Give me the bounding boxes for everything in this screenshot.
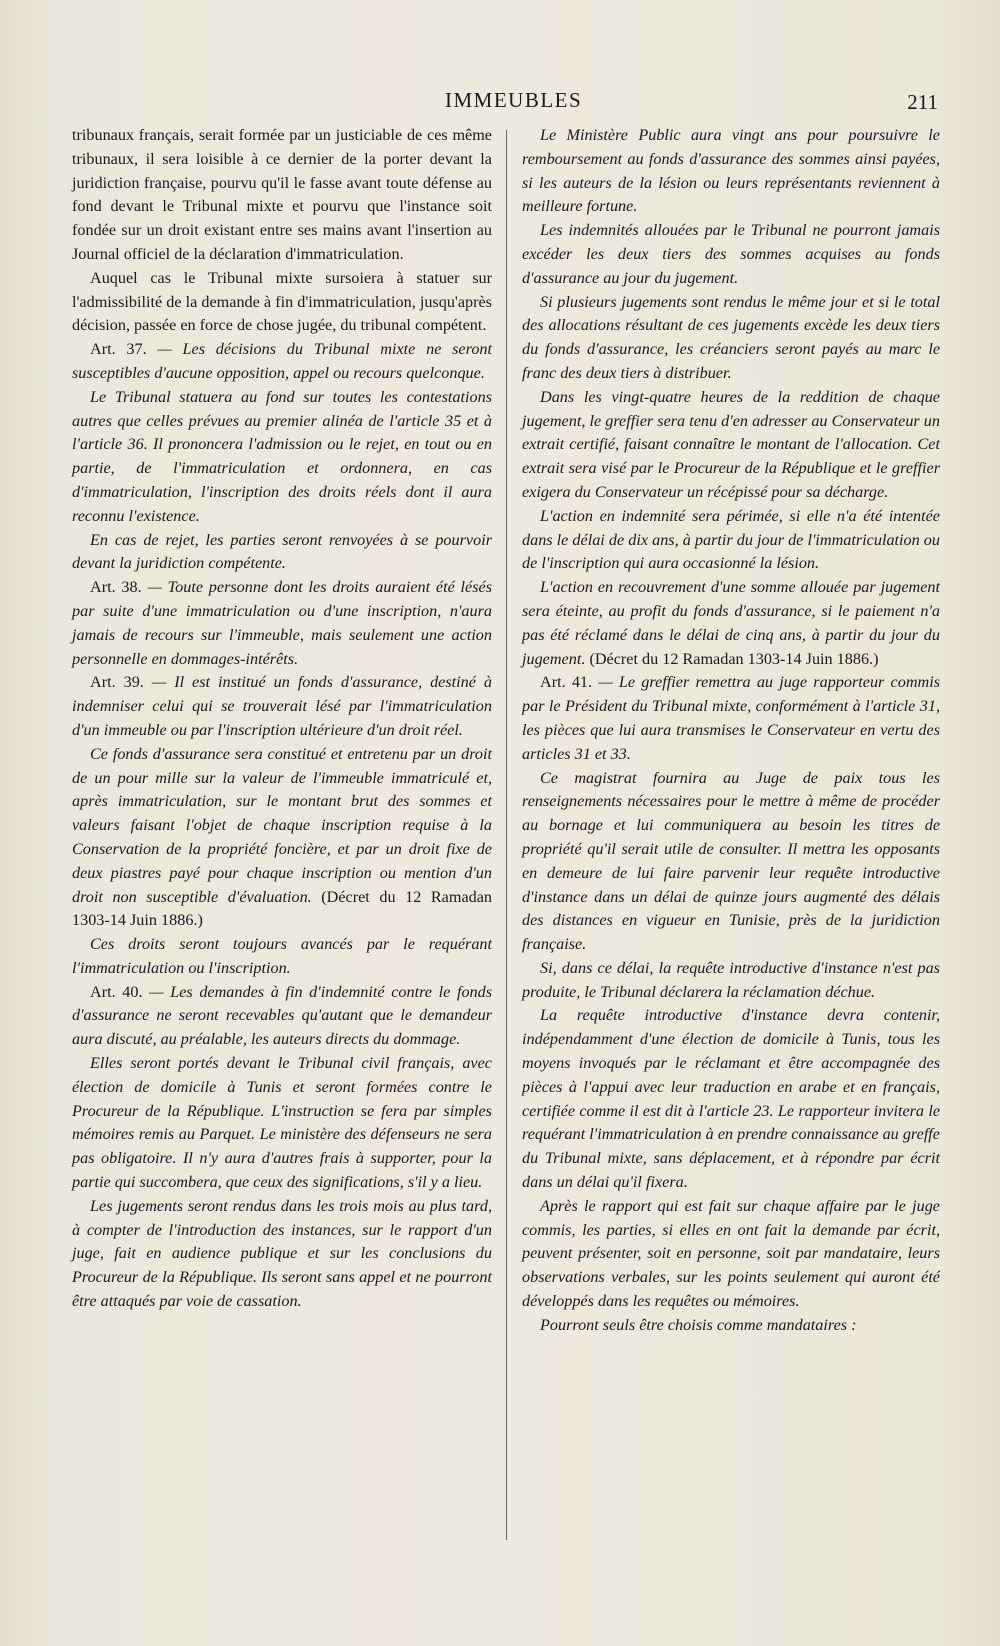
paragraph: Les jugements seront rendus dans les trois mois au plus tard, à compter de l'introduction des instances, sur le rapport d'un juge, fait en audience publique et sur les conclusions du Procureur de la République. Ils seront sans appel et ne pourront être attaqués par voie de cassation. <box>72 1196 492 1311</box>
paragraph: Les indemnités allouées par le Tribunal ne pourront jamais excéder les deux tiers des sommes acquises au fonds d'assurance au jour du jugement. <box>522 221 940 287</box>
decree-reference: (Décret du 12 Ramadan 1303-14 Juin 1886.) <box>589 649 879 668</box>
paragraph: Ces droits seront toujours avancés par le requérant l'immatriculation ou l'inscription. <box>72 935 492 977</box>
article-label: Art. 38. <box>90 578 142 597</box>
article-text: — Toute personne dont les droits auraient été lésés par suite d'une immatriculation ou d'une inscription, n'aura jamais de recours sur l'immeuble, mais seulement une action personnelle en dommages-intérêts. <box>72 578 493 668</box>
paragraph: Ce magistrat fournira au Juge de paix tous les renseignements nécessaires pour le mettre à même de procéder au bornage et lui communiquera au besoin les titres de propriété qu'il serait utile de consulter. Il mettra les opposants en demeure de lui faire parvenir leur requête introductive d'instance dans un délai de quinze jours augmenté des délais des distances en vigueur en Tunisie, près de la juridiction française. <box>522 768 940 954</box>
paragraph: Dans les vingt-quatre heures de la reddition de chaque jugement, le greffier sera tenu d'en adresser au Conservateur un extrait certifié, faisant connaître le montant de l'allocation. Cet extrait sera visé par le Procureur de la République et le greffier exigera du Conservateur un récépissé pour sa décharge. <box>522 387 940 501</box>
paragraph: Pourront seuls être choisis comme mandataires : <box>540 1315 857 1334</box>
right-column <box>522 124 940 1338</box>
paragraph <box>72 743 492 933</box>
decree-reference: (Décret du 12 Ramadan 1303-14 Juin 1886.) <box>72 887 492 930</box>
article-40 <box>72 981 492 1052</box>
paragraph: tribunaux français, serait formée par un justiciable de ces même tribunaux, il sera loisible à ce dernier de la porter devant la juridiction française, pourvu qu'il le fasse avant toute défense au fond devant le Tribunal mixte et pourvu que l'instance soit fondée sur un droit existant entre ses mains avant l'insertion au Journal officiel de la déclaration d'immatriculation. <box>72 126 492 263</box>
running-title: IMMEUBLES <box>445 88 583 112</box>
article-38 <box>72 576 492 671</box>
article-39 <box>72 671 492 742</box>
article-text: — Il est institué un fonds d'assurance, destiné à indemniser celui qui se trouverait lésé par l'immatriculation d'un immeuble ou par l'inscription ultérieure d'un droit réel. <box>72 673 493 739</box>
article-37 <box>72 338 492 386</box>
paragraph: Le Tribunal statuera au fond sur toutes les contestations autres que celles prévues au premier alinéa de l'article 35 et à l'article 36. Il prononcera l'admission ou le rejet, en tout ou en partie, de l'immatriculation et ordonnera, en cas d'immatriculation, l'inscription des droits réels dont il aura reconnu l'existence. <box>72 387 492 525</box>
paragraph: Auquel cas le Tribunal mixte sursoiera à statuer sur l'admissibilité de la demande à fin d'immatriculation, jusqu'après décision, passée en force de chose jugée, du tribunal compétent. <box>72 268 492 335</box>
paragraph: Elles seront portés devant le Tribunal civil français, avec élection de domicile à Tunis et seront formées contre le Procureur de la République. L'instruction se fera par simples mémoires remis au Parquet. Le ministère des défenseurs ne sera pas obligatoire. Il n'y aura d'autres frais à supporter, pour la partie qui succombera, que ceux des significations, s'il y a lieu. <box>72 1054 492 1192</box>
paragraph: L'action en indemnité sera périmée, si elle n'a été intentée dans le délai de dix ans, à partir du jour de l'immatriculation ou de l'inscription qui aura occasionné la lésion. <box>522 506 940 573</box>
article-text: — Les demandes à fin d'indemnité contre le fonds d'assurance ne seront recevables qu'autant que le demandeur aura discuté, au préalable, les auteurs directs du dommage. <box>72 982 493 1049</box>
paragraph: En cas de rejet, les parties seront renvoyées à se pourvoir devant la juridiction compétente. <box>72 530 492 573</box>
paragraph: La requête introductive d'instance devra contenir, indépendamment d'une élection de domicile à Tunis, tous les moyens invoqués par le réclamant et être accompagnée des pièces à l'appui avec leur traduction en arabe et en français, certifiée comme il est dit à l'article 23. Le rapporteur invitera le requérant l'immatriculation à en prendre connaissance au greffe du Tribunal mixte, sans déplacement, et à répondre par écrit dans un délai qu'il fixera. <box>522 1006 940 1192</box>
article-label: Art. 40. <box>90 982 143 1001</box>
paragraph-text: Ce fonds d'assurance sera constitué et entretenu par un droit de un pour mille sur la valeur de l'immeuble immatriculé et, après immatriculation, sur le montant brut des sommes et valeurs faisant l'objet de chaque inscription requise à la Conservation de la propriété foncière, et par un droit fixe de deux piastres payé pour chaque inscription ou mention d'un droit non susceptible d'évaluation. <box>72 744 492 906</box>
article-label: Art. 37. <box>90 340 147 359</box>
article-label: Art. 39. <box>90 673 144 692</box>
article-label: Art. 41. <box>540 673 593 692</box>
paragraph <box>522 576 940 671</box>
article-text: — Les décisions du Tribunal mixte ne seront susceptibles d'aucune opposition, appel ou recours quelconque. <box>72 340 493 382</box>
article-text: — Le greffier remettra au juge rapporteur commis par le Président du Tribunal mixte, conformément à l'article 31, les pièces que lui aura transmises le Conservateur en vertu des articles 31 et 33. <box>522 673 941 763</box>
paragraph: Si, dans ce délai, la requête introductive d'instance n'est pas produite, le Tribunal déclarera la réclamation déchue. <box>522 958 940 1001</box>
page-number: 211 <box>907 90 938 114</box>
paragraph: Le Ministère Public aura vingt ans pour poursuivre le remboursement au fonds d'assurance des sommes ainsi payées, si les auteurs de la lésion ou leurs représentants reviennent à meilleure fortune. <box>522 126 940 216</box>
left-column <box>72 124 492 1314</box>
paragraph: Après le rapport qui est fait sur chaque affaire par le juge commis, les parties, si elles en ont fait la demande par écrit, peuvent présenter, soit en personne, soit par mandataire, leurs observations verbales, sur les points seulement qui auront été développés dans les requêtes ou mémoires. <box>522 1196 940 1311</box>
paragraph: Si plusieurs jugements sont rendus le même jour et si le total des allocations résultant de ces jugements excède les deux tiers du fonds d'assurance, les créanciers seront payés au marc le franc des deux tiers à distribuer. <box>522 292 940 382</box>
article-41 <box>522 671 940 766</box>
column-divider <box>506 130 507 1540</box>
page-header <box>0 88 1000 118</box>
paragraph-text: L'action en recouvrement d'une somme allouée par jugement sera éteinte, au profit du fonds d'assurance, si le paiement n'a pas été réclamé dans le délai de cinq ans, à partir du jour du jugement. <box>522 578 940 668</box>
